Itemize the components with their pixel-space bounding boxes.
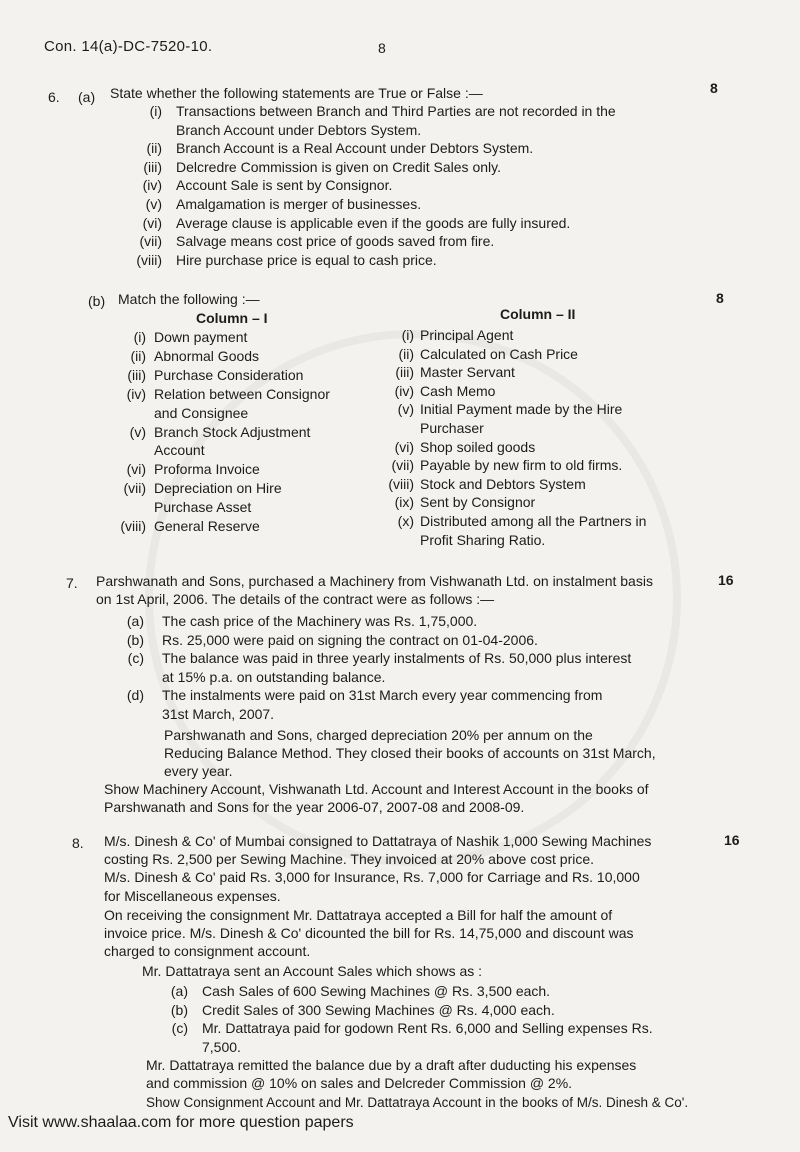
item-number: (viii) xyxy=(120,518,146,534)
item-number: (v) xyxy=(397,401,414,418)
footer-text: Visit www.shaalaa.com for more question papers xyxy=(8,1114,354,1131)
item-text: Sent by Consignor xyxy=(420,494,536,511)
item-number: (i) xyxy=(149,103,162,119)
item-text: 7,500. xyxy=(202,1038,241,1055)
item-number: (a) xyxy=(170,983,188,999)
q6b-instruction: Match the following :— xyxy=(118,291,260,307)
paragraph-line: M/s. Dinesh & Co' of Mumbai consigned to Dattatraya of Nashik 1,000 Sewing Machines xyxy=(104,833,652,849)
paragraph-line: Parshwanath and Sons, charged depreciation 20% per annum on the xyxy=(164,727,593,743)
item-text: The cash price of the Machinery was Rs. 1,75,000. xyxy=(162,613,478,629)
item-text: Initial Payment made by the Hire xyxy=(420,401,623,418)
paragraph-line: Parshwanath and Sons for the year 2006-07, 2007-08 and 2008-09. xyxy=(104,799,525,816)
q6-number: 6. xyxy=(48,89,60,105)
paragraph-line: On receiving the consignment Mr. Dattatraya accepted a Bill for half the amount of xyxy=(104,907,613,923)
item-text: Branch Account under Debtors System. xyxy=(176,121,422,138)
item-number: (iii) xyxy=(395,364,414,381)
item-text: Shop soiled goods xyxy=(420,438,536,455)
item-text: The instalments were paid on 31st March every year commencing from xyxy=(162,687,603,703)
q7-depreciation-note xyxy=(164,726,656,781)
item-number: (c) xyxy=(127,650,144,666)
item-text: Salvage means cost price of goods saved from fire. xyxy=(176,233,495,250)
paragraph-line: costing Rs. 2,500 per Sewing Machine. They invoiced at 20% above cost price. xyxy=(104,851,595,868)
item-text: Amalgamation is merger of businesses. xyxy=(176,196,422,212)
paragraph-line: Parshwanath and Sons, purchased a Machinery from Vishwanath Ltd. on instalment basis xyxy=(96,573,653,589)
paragraph-line: on 1st April, 2006. The details of the contract were as follows :— xyxy=(96,591,495,608)
item-number: (viii) xyxy=(388,475,414,492)
item-text: Payable by new firm to old firms. xyxy=(420,457,623,474)
item-text: and Consignee xyxy=(154,404,249,421)
item-text: Account Sale is sent by Consignor. xyxy=(176,177,393,194)
item-number: (b) xyxy=(126,631,144,648)
item-number: (viii) xyxy=(136,251,162,268)
q7-required xyxy=(104,780,649,816)
q8-account-sales-intro: Mr. Dattatraya sent an Account Sales which shows as : xyxy=(142,963,483,979)
item-text: Rs. 25,000 were paid on signing the contract on 01-04-2006. xyxy=(162,631,538,648)
item-text: Branch Account is a Real Account under Debtors System. xyxy=(176,140,534,157)
item-text: 31st March, 2007. xyxy=(162,705,275,722)
item-text: Profit Sharing Ratio. xyxy=(420,531,546,548)
item-number: (x) xyxy=(397,513,414,529)
paragraph-line: Show Machinery Account, Vishwanath Ltd. Account and Interest Account in the books of xyxy=(104,781,649,797)
paragraph-line: for Miscellaneous expenses. xyxy=(104,887,281,904)
paragraph-line: every year. xyxy=(164,763,233,780)
item-text: Cash Memo xyxy=(420,382,496,399)
item-number: (vi) xyxy=(126,461,146,478)
item-text: Branch Stock Adjustment xyxy=(154,423,311,440)
q7-marks: 16 xyxy=(718,572,734,588)
item-text: The balance was paid in three yearly instalments of Rs. 50,000 plus interest xyxy=(162,650,632,666)
item-text: Purchaser xyxy=(420,420,484,436)
column-2-heading: Column – II xyxy=(500,306,576,322)
item-number: (ii) xyxy=(130,347,146,364)
item-text: Depreciation on Hire xyxy=(154,480,282,497)
item-number: (iv) xyxy=(142,177,162,194)
q8-bill-paragraph xyxy=(104,906,634,961)
q8-required: Show Consignment Account and Mr. Dattatraya Account in the books of M/s. Dinesh & Co'. xyxy=(146,1095,689,1110)
item-number: (i) xyxy=(133,329,146,345)
item-text: Principal Agent xyxy=(420,327,514,343)
item-number: (vi) xyxy=(142,214,162,231)
item-text: Down payment xyxy=(154,329,248,345)
item-number: (vii) xyxy=(139,233,162,250)
item-text: Master Servant xyxy=(420,364,515,381)
item-text: Purchase Asset xyxy=(154,499,252,516)
item-number: (iv) xyxy=(126,385,146,402)
item-text: Delcredre Commission is given on Credit Sales only. xyxy=(176,158,501,175)
paragraph-line: M/s. Dinesh & Co' paid Rs. 3,000 for Insurance, Rs. 7,000 for Carriage and Rs. 10,000 xyxy=(104,869,640,886)
item-number: (vii) xyxy=(123,480,146,497)
q8-remittance-paragraph xyxy=(146,1056,636,1092)
q7-intro xyxy=(96,572,653,608)
item-text: Calculated on Cash Price xyxy=(420,345,578,362)
item-text: Transactions between Branch and Third Parties are not recorded in the xyxy=(176,103,616,119)
item-number: (c) xyxy=(171,1020,188,1036)
paragraph-line: invoice price. M/s. Dinesh & Co' dicounted the bill for Rs. 14,75,000 and discount was xyxy=(104,925,634,942)
paragraph-line: Mr. Dattatraya remitted the balance due by a draft after duducting his expenses xyxy=(146,1057,637,1073)
item-number: (b) xyxy=(170,1001,188,1018)
item-number: (iii) xyxy=(127,366,146,383)
page-number: 8 xyxy=(378,40,386,56)
column-1-heading: Column – I xyxy=(196,310,268,326)
item-number: (vii) xyxy=(391,457,414,474)
item-text: Abnormal Goods xyxy=(154,347,260,364)
item-text: Cash Sales of 600 Sewing Machines @ Rs. 3,500 each. xyxy=(202,983,551,999)
item-text: Distributed among all the Partners in xyxy=(420,513,647,529)
item-number: (ii) xyxy=(146,140,162,157)
item-text: Mr. Dattatraya paid for godown Rent Rs. 6,000 and Selling expenses Rs. xyxy=(202,1020,653,1036)
paper-code: Con. 14(a)-DC-7520-10. xyxy=(44,38,213,55)
item-number: (d) xyxy=(126,687,144,703)
paragraph-line: charged to consignment account. xyxy=(104,943,311,960)
q6a-marks: 8 xyxy=(710,80,718,96)
q7-number: 7. xyxy=(66,575,78,591)
item-number: (vi) xyxy=(394,438,414,455)
item-number: (iii) xyxy=(143,158,162,175)
q8-number: 8. xyxy=(72,835,84,851)
item-text: at 15% p.a. on outstanding balance. xyxy=(162,668,386,685)
q8-marks: 16 xyxy=(724,832,740,848)
item-text: Proforma Invoice xyxy=(154,461,260,478)
item-number: (i) xyxy=(401,327,414,343)
q6a-instruction: State whether the following statements are True or False :— xyxy=(110,85,483,101)
item-number: (a) xyxy=(126,613,144,629)
paragraph-line: Reducing Balance Method. They closed their books of accounts on 31st March, xyxy=(164,745,656,762)
q6b-label: (b) xyxy=(88,293,106,309)
q6b-marks: 8 xyxy=(716,290,724,306)
item-number: (ix) xyxy=(394,494,414,511)
item-number: (iv) xyxy=(394,382,414,399)
item-text: General Reserve xyxy=(154,518,260,534)
item-text: Stock and Debtors System xyxy=(420,475,586,492)
q6a-label: (a) xyxy=(78,89,96,105)
item-text: Average clause is applicable even if the goods are fully insured. xyxy=(176,214,571,231)
item-number: (ii) xyxy=(398,345,414,362)
item-text: Purchase Consideration xyxy=(154,366,304,383)
item-number: (v) xyxy=(129,423,146,440)
paragraph-line: and commission @ 10% on sales and Delcreder Commission @ 2%. xyxy=(146,1075,573,1092)
item-text: Relation between Consignor xyxy=(154,385,330,402)
item-text: Account xyxy=(154,442,205,459)
item-number: (v) xyxy=(145,196,162,212)
item-text: Hire purchase price is equal to cash price. xyxy=(176,251,437,268)
item-text: Credit Sales of 300 Sewing Machines @ Rs. 4,000 each. xyxy=(202,1001,555,1018)
q8-intro xyxy=(104,832,651,905)
